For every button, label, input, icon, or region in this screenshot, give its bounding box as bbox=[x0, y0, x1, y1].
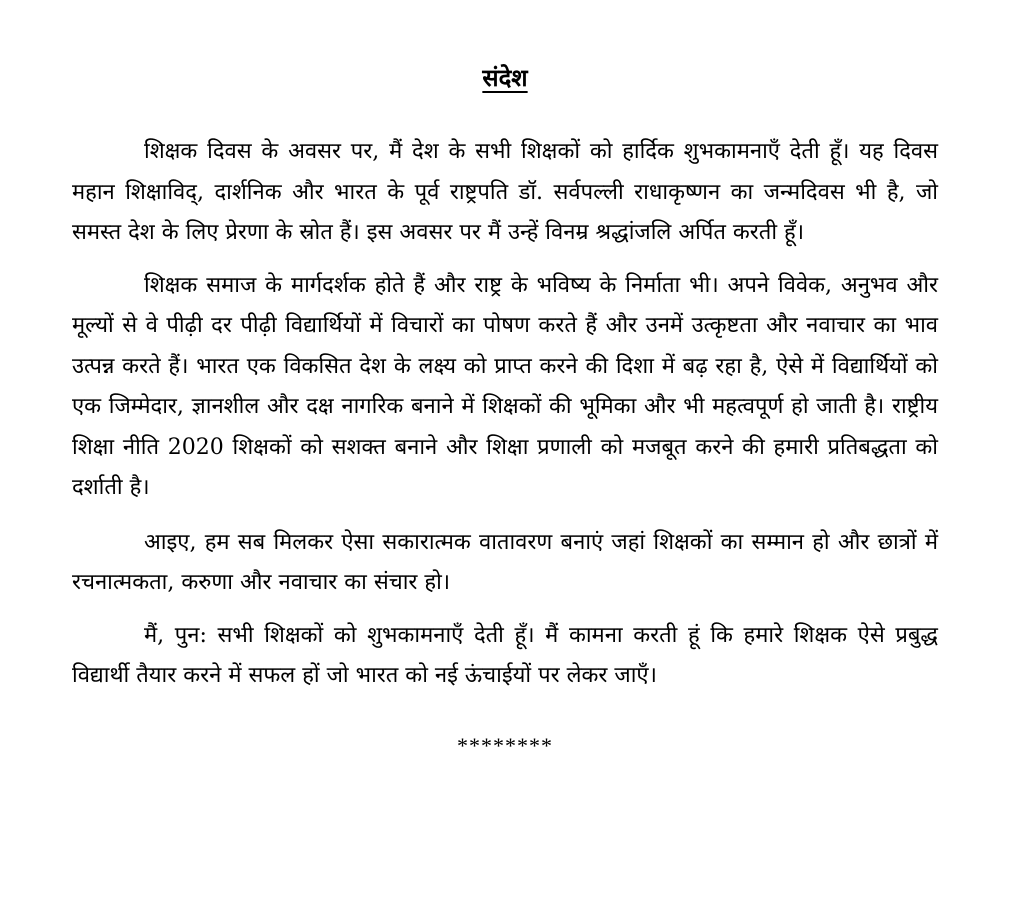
document-page bbox=[72, 58, 938, 759]
message-paragraph-3: आइए, हम सब मिलकर ऐसा सकारात्मक वातावरण बनाएं जहां शिक्षकों का सम्मान हो और छात्रों में रचनात्मकता, करुणा और नवाचार का संचार हो। bbox=[72, 529, 938, 595]
document-title: संदेश bbox=[482, 63, 528, 92]
message-paragraph-2: शिक्षक समाज के मार्गदर्शक होते हैं और राष्ट्र के भविष्य के निर्माता भी। अपने विवेक, अनुभव और मूल्यों से वे पीढ़ी दर पीढ़ी विद्यार्थियों में विचारों का पोषण करते हैं और उनमें उत्कृष्टता और नवाचार का भाव उत्पन्न करते हैं। भारत एक विकसित देश के लक्ष्य को प्राप्त करने की दिशा में बढ़ रहा है, ऐसे में विद्यार्थियों को एक जिम्मेदार, ज्ञानशील और दक्ष नागरिक बनाने में शिक्षकों की भूमिका और भी महत्वपूर्ण हो जाती है। राष्ट्रीय शिक्षा नीति 2020 शिक्षकों को सशक्त बनाने और शिक्षा प्रणाली को मजबूत करने की हमारी प्रतिबद्धता को दर्शाती है। bbox=[72, 272, 938, 500]
end-marker: ******** bbox=[457, 732, 553, 758]
message-paragraph-4: मैं, पुन: सभी शिक्षकों को शुभकामनाएँ देती हूँ। मैं कामना करती हूं कि हमारे शिक्षक ऐसे प्रबुद्ध विद्यार्थी तैयार करने में सफल हों जो भारत को नई ऊंचाईयों पर लेकर जाएँ। bbox=[72, 622, 938, 688]
message-paragraph-1: शिक्षक दिवस के अवसर पर, मैं देश के सभी शिक्षकों को हार्दिक शुभकामनाएँ देती हूँ। यह दिवस महान शिक्षाविद्, दार्शनिक और भारत के पूर्व राष्ट्रपति डॉ. सर्वपल्ली राधाकृष्णन का जन्मदिवस भी है, जो समस्त देश के लिए प्रेरणा के स्रोत हैं। इस अवसर पर मैं उन्हें विनम्र श्रद्धांजलि अर्पित करती हूँ। bbox=[72, 139, 938, 245]
